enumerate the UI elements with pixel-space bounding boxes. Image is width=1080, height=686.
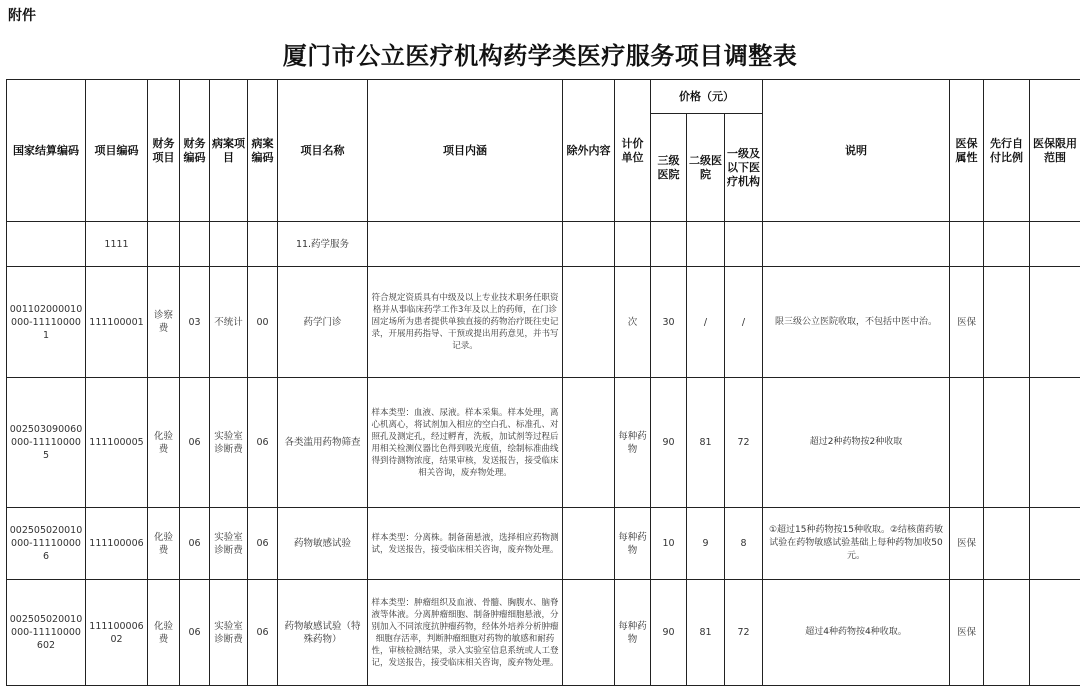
header-insurance-scope: 医保限用范围 — [1030, 80, 1080, 222]
header-content: 项目内涵 — [368, 80, 563, 222]
note: 超过4种药物按4种收取。 — [763, 580, 950, 686]
national-code: 002503090060000-111100005 — [7, 378, 86, 508]
price-level2: 9 — [687, 508, 725, 580]
item-content: 样本类型：分离株。制备菌悬液，选择相应药物测试，发送报告，接受临床相关咨询，废弃物处理。 — [368, 508, 563, 580]
price-level3: 90 — [651, 580, 687, 686]
header-item-code: 项目编码 — [86, 80, 148, 222]
header-case-code: 病案编码 — [248, 80, 278, 222]
exclude — [563, 580, 615, 686]
header-note: 说明 — [763, 80, 950, 222]
price-level3: 10 — [651, 508, 687, 580]
price-level1: 8 — [725, 508, 763, 580]
fee-adjustment-table — [6, 79, 1080, 686]
unit: 每种药物 — [615, 508, 651, 580]
insurance-scope — [1030, 580, 1080, 686]
header-price: 价格（元） — [651, 80, 763, 114]
table-row — [7, 580, 1080, 686]
case-code: 06 — [248, 580, 278, 686]
header-item-name: 项目名称 — [278, 80, 368, 222]
case-item: 实验室诊断费 — [210, 378, 248, 508]
fin-code: 06 — [180, 378, 210, 508]
price-level1: 72 — [725, 580, 763, 686]
item-name: 药物敏感试验（特殊药物） — [278, 580, 368, 686]
exclude — [563, 508, 615, 580]
attachment-label: 附件 — [8, 5, 36, 25]
insurance-scope — [1030, 267, 1080, 378]
exclude — [563, 267, 615, 378]
exclude — [563, 378, 615, 508]
insurance-attr — [950, 378, 984, 508]
header-exclude: 除外内容 — [563, 80, 615, 222]
item-code: 111100001 — [86, 267, 148, 378]
fin-code: 06 — [180, 580, 210, 686]
self-pay — [984, 580, 1030, 686]
fin-item: 化验费 — [148, 580, 180, 686]
price-level1: 72 — [725, 378, 763, 508]
insurance-scope — [1030, 508, 1080, 580]
header-self-pay: 先行自付比例 — [984, 80, 1030, 222]
header-case-item: 病案项目 — [210, 80, 248, 222]
fin-item: 化验费 — [148, 508, 180, 580]
insurance-attr: 医保 — [950, 580, 984, 686]
price-level3: 30 — [651, 267, 687, 378]
header-insurance-attr: 医保属性 — [950, 80, 984, 222]
national-code: 002505020010000-11110000602 — [7, 580, 86, 686]
header-price-level3: 三级医院 — [651, 114, 687, 222]
item-code: 11110000602 — [86, 580, 148, 686]
case-code: 00 — [248, 267, 278, 378]
price-level2: 81 — [687, 378, 725, 508]
national-code: 001102000010000-111100001 — [7, 267, 86, 378]
unit: 次 — [615, 267, 651, 378]
note: ①超过15种药物按15种收取。②结核菌药敏试验在药物敏感试验基础上每种药物加收50元。 — [763, 508, 950, 580]
note: 限三级公立医院收取，不包括中医中治。 — [763, 267, 950, 378]
header-price-level1: 一级及以下医疗机构 — [725, 114, 763, 222]
header-price-level2: 二级医院 — [687, 114, 725, 222]
self-pay — [984, 378, 1030, 508]
insurance-attr: 医保 — [950, 508, 984, 580]
header-fin-item: 财务项目 — [148, 80, 180, 222]
item-code: 111100005 — [86, 378, 148, 508]
table-row — [7, 378, 1080, 508]
item-content: 样本类型：血液、尿液。样本采集。样本处理，离心机离心，将试剂加入相应的空白孔、标准孔、对照孔及测定孔，经过孵育，洗板，加试剂等过程后用相关检测仪器比色得到吸光度值，绘制标准曲线得到待测物浓度，结果审核，发送报告，接受临床相关咨询，废弃物处理。 — [368, 378, 563, 508]
insurance-scope — [1030, 378, 1080, 508]
fin-code: 06 — [180, 508, 210, 580]
price-level2: / — [687, 267, 725, 378]
item-name: 各类滥用药物筛查 — [278, 378, 368, 508]
fin-item: 化验费 — [148, 378, 180, 508]
self-pay — [984, 508, 1030, 580]
item-name: 药学门诊 — [278, 267, 368, 378]
category-row — [7, 222, 1080, 267]
note: 超过2种药物按2种收取 — [763, 378, 950, 508]
price-level3: 90 — [651, 378, 687, 508]
case-item: 实验室诊断费 — [210, 508, 248, 580]
unit: 每种药物 — [615, 580, 651, 686]
category-code: 1111 — [86, 222, 148, 267]
case-item: 不统计 — [210, 267, 248, 378]
fin-item: 诊察费 — [148, 267, 180, 378]
insurance-attr: 医保 — [950, 267, 984, 378]
item-content: 样本类型：肿瘤组织及血液、骨髓、胸腹水、脑脊液等体液。分离肿瘤细胞、制备肿瘤细胞悬液，分别加入不同浓度抗肿瘤药物，经体外培养分析肿瘤细胞存活率，判断肿瘤细胞对药物的敏感和耐药性，审核检测结果，录入实验室信息系统或人工登记，发送报告，接受临床相关咨询，废弃物处理。 — [368, 580, 563, 686]
price-level1: / — [725, 267, 763, 378]
case-item: 实验室诊断费 — [210, 580, 248, 686]
table-row — [7, 267, 1080, 378]
category-name: 11.药学服务 — [278, 222, 368, 267]
document-title: 厦门市公立医疗机构药学类医疗服务项目调整表 — [0, 36, 1080, 71]
item-content: 符合规定资质具有中级及以上专业技术职务任职资格并从事临床药学工作3年及以上的药师，在门诊固定场所为患者提供单独直接的药物治疗既往史记录，开展用药指导、干预或提出用药意见，并书写记录。 — [368, 267, 563, 378]
header-national-code: 国家结算编码 — [7, 80, 86, 222]
header-unit: 计价单位 — [615, 80, 651, 222]
case-code: 06 — [248, 378, 278, 508]
item-code: 111100006 — [86, 508, 148, 580]
item-name: 药物敏感试验 — [278, 508, 368, 580]
header-row — [7, 80, 1080, 114]
self-pay — [984, 267, 1030, 378]
unit: 每种药物 — [615, 378, 651, 508]
header-fin-code: 财务编码 — [180, 80, 210, 222]
national-code: 002505020010000-111100006 — [7, 508, 86, 580]
fin-code: 03 — [180, 267, 210, 378]
case-code: 06 — [248, 508, 278, 580]
table-row — [7, 508, 1080, 580]
price-level2: 81 — [687, 580, 725, 686]
